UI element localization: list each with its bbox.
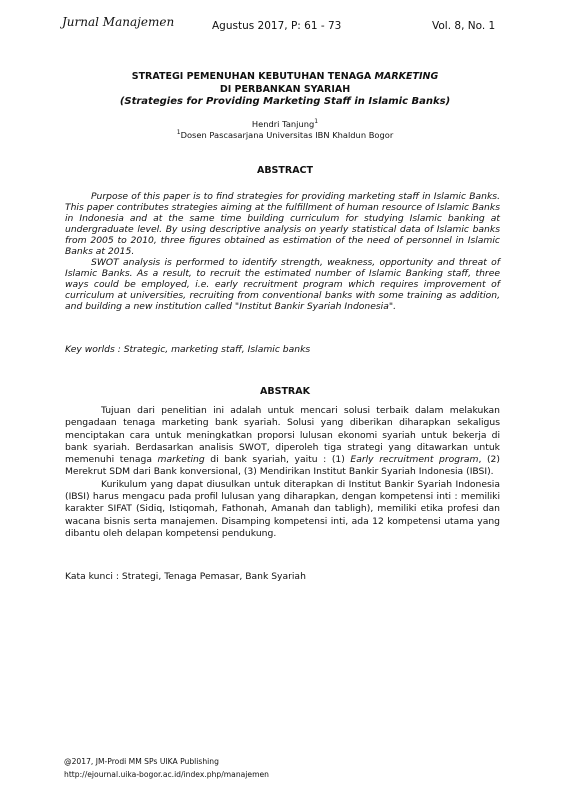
affiliation-superscript: 1 <box>176 129 181 136</box>
abstrak-heading: ABSTRAK <box>260 386 310 397</box>
author-superscript: 1 <box>314 118 319 125</box>
footer-copyright: @2017, JM-Prodi MM SPs UIKA Publishing <box>64 757 219 766</box>
issue-info: Agustus 2017, P: 61 - 73 <box>212 20 342 32</box>
abstract-paragraph-2: SWOT analysis is performed to identify strength, weakness, opportunity and threat of Islamic Banks. As a result, to recruit the estimated number of Islamic Banking staff, three ways could be employed, i.e. early recruitment program which requires improvement of curriculum at universities, recruiting from conventional banks with some training as addition, and building a new institution called "Institut Bankir Syariah Indonesia". <box>65 257 500 312</box>
author-name <box>60 118 510 129</box>
title-line-1 <box>60 70 510 83</box>
abstrak-p1-part-b: di bank syariah, yaitu : (1) <box>204 454 351 466</box>
abstract-keywords: Key worlds : Strategic, marketing staff, Islamic banks <box>65 344 311 355</box>
abstrak-paragraph-1 <box>65 405 500 479</box>
abstrak-p1-marketing: marketing <box>157 454 205 466</box>
volume-info: Vol. 8, No. 1 <box>432 20 496 32</box>
author-name-text: Hendri Tanjung <box>251 118 315 129</box>
affiliation-text: Dosen Pascasarjana Universitas IBN Khaldun Bogor <box>180 129 394 140</box>
abstrak-p1-part-c: , (2) Merekrut SDM dari Bank konversional, (3) Mendirikan Institut Bankir Syariah Indonesia (IBSI). <box>65 454 500 478</box>
title-line-2: DI PERBANKAN SYARIAH <box>219 84 351 95</box>
abstract-heading: ABSTRACT <box>256 165 314 176</box>
title-line-1-italic: MARKETING <box>374 71 439 82</box>
abstrak-p1-part-a: Tujuan dari penelitian ini adalah untuk mencari solusi terbaik dalam melakukan pengadaan tenaga marketing bank syariah. Solusi yang diberikan diharapkan sekaligus menciptakan cara untuk meningkatkan proporsi lulusan ekonomi syariah untuk bekerja di bank syariah. Berdasarkan analisis SWOT, diperoleh tiga strategi yang ditawarkan untuk memenuhi tenaga <box>65 405 500 466</box>
title-english: (Strategies for Providing Marketing Staff in Islamic Banks) <box>119 96 451 107</box>
abstrak-keywords: Kata kunci : Strategi, Tenaga Pemasar, Bank Syariah <box>65 571 306 582</box>
journal-name: Jurnal Manajemen <box>62 15 175 29</box>
footer-url[interactable]: http://ejournal.uika-bogor.ac.id/index.php/manajemen <box>64 770 269 779</box>
title-line-1-text: STRATEGI PEMENUHAN KEBUTUHAN TENAGA <box>131 71 375 82</box>
abstrak-paragraph-2: Kurikulum yang dapat diusulkan untuk diterapkan di Institut Bankir Syariah Indonesia (IBSI) harus mengacu pada profil lulusan yang diharapkan, dengan kompetensi inti : memiliki karakter SIFAT (Sidiq, Istiqomah, Fathonah, Amanah dan tabligh), memiliki etika profesi dan wacana bisnis serta manajemen. Disamping kompetensi inti, ada 12 kompetensi utama yang dibantu oleh delapan kompetensi pendukung. <box>65 478 500 539</box>
abstrak-p1-erp: Early recruitment program <box>350 454 479 466</box>
abstract-paragraph-1: Purpose of this paper is to find strategies for providing marketing staff in Islamic Banks. This paper contributes strategies aiming at the fulfillment of human resource of Islamic Banks in Indonesia and at the same time building curriculum for studying Islamic banking at undergraduate level. By using descriptive analysis on yearly statistical data of Islamic banks from 2005 to 2010, three figures obtained as estimation of the need of personnel in Islamic Banks at 2015. <box>65 191 500 257</box>
abstract-body <box>65 191 500 312</box>
author-affiliation <box>60 129 510 140</box>
abstrak-body <box>65 405 500 540</box>
